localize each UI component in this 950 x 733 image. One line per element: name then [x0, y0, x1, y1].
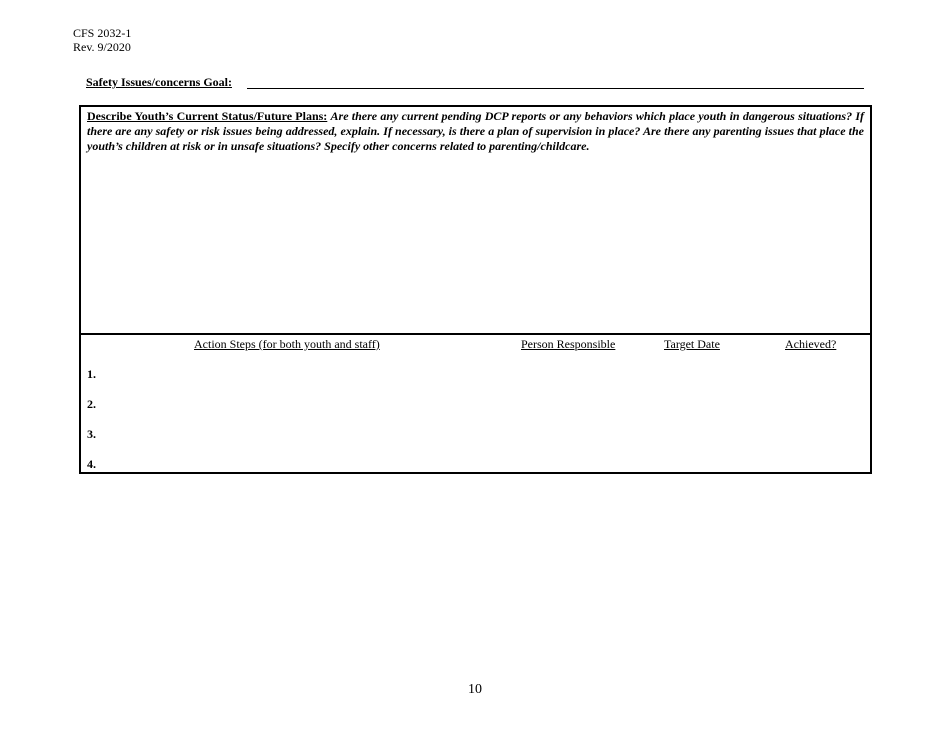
action-step-number: 2.	[87, 397, 96, 411]
form-revision: Rev. 9/2020	[73, 40, 131, 54]
status-label: Describe Youth’s Current Status/Future Plans:	[87, 109, 328, 123]
action-step-number: 4.	[87, 457, 96, 471]
action-step-number: 3.	[87, 427, 96, 441]
status-prompt: Are there any current pending DCP reports or any behaviors which place youth in dangerous situations? If there are any safety or risk issues being addressed, explain. If necessary, is there a plan of supervision in place? Are there any parenting issues that place the youth’s children at risk or in unsafe situations? Specify other concerns related to parenting/childcare.	[87, 109, 865, 153]
column-header-achieved: Achieved?	[785, 337, 837, 351]
goal-label: Safety Issues/concerns Goal:	[86, 75, 232, 89]
column-header-target-date: Target Date	[664, 337, 720, 351]
form-identifier	[73, 26, 131, 54]
status-text	[87, 109, 864, 154]
action-step-number: 1.	[87, 367, 96, 381]
goal-row	[86, 75, 864, 91]
form-code: CFS 2032-1	[73, 26, 132, 40]
page-number: 10	[468, 682, 482, 697]
column-header-person-responsible: Person Responsible	[521, 337, 616, 351]
goal-form-box	[79, 105, 872, 474]
column-header-action-steps: Action Steps (for both youth and staff)	[194, 337, 380, 351]
goal-input-line[interactable]	[247, 88, 864, 89]
status-section[interactable]	[81, 107, 870, 335]
